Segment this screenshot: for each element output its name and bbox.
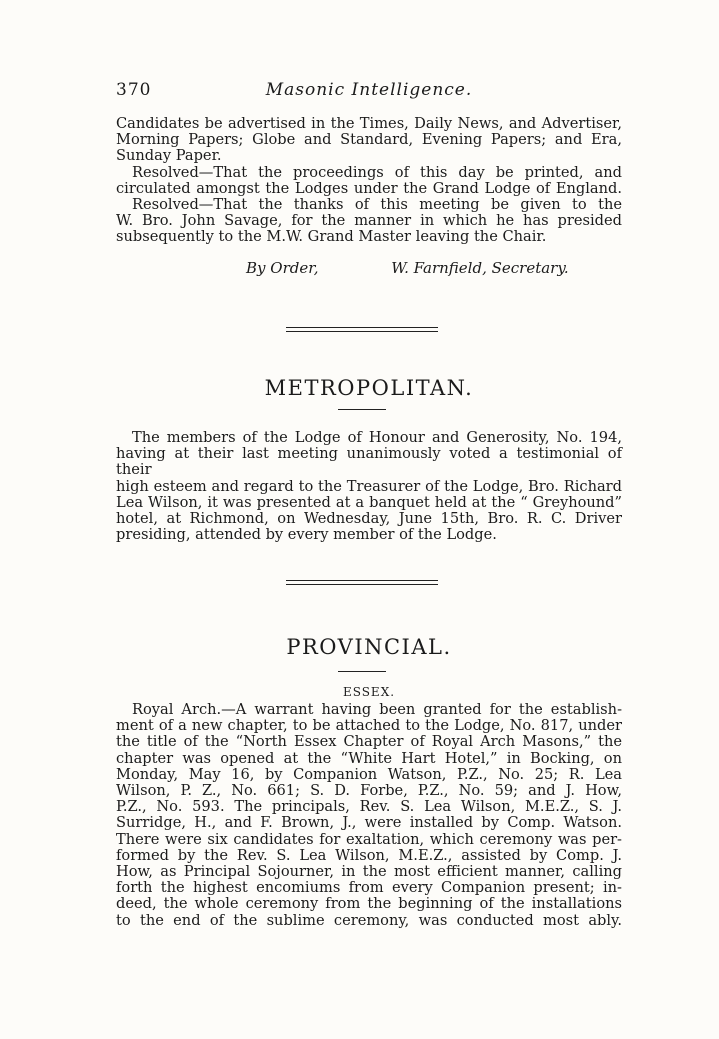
body-line: P.Z., No. 593. The principals, Rev. S. Lea Wilson, M.E.Z., S. J. xyxy=(116,798,622,816)
body-line: Lea Wilson, it was presented at a banquet held at the “ Greyhound” xyxy=(116,493,622,511)
provincial-heading: PROVINCIAL. xyxy=(286,635,452,659)
by-order-text: By Order, xyxy=(246,259,319,277)
body-line: Monday, May 16, by Companion Watson, P.Z., No. 25; R. Lea xyxy=(116,765,622,783)
running-title: Masonic Intelligence. xyxy=(265,80,473,100)
body-line: circulated amongst the Lodges under the Grand Lodge of England. xyxy=(116,179,622,197)
body-line: Candidates be advertised in the Times, Daily News, and Advertiser, xyxy=(116,115,622,132)
body-line: Royal Arch.—A warrant having been granted for the establish- xyxy=(132,701,622,718)
heading-rule xyxy=(338,671,386,672)
essex-subheading: ESSEX. xyxy=(342,685,396,699)
metropolitan-heading: METROPOLITAN. xyxy=(264,376,474,400)
heading-rule xyxy=(338,409,386,410)
body-line: The members of the Lodge of Honour and Generosity, No. 194, xyxy=(132,429,622,446)
body-line: Sunday Paper. xyxy=(116,147,222,165)
body-line: presiding, attended by every member of the Lodge. xyxy=(116,526,497,544)
body-line: formed by the Rev. S. Lea Wilson, M.E.Z., assisted by Comp. J. xyxy=(116,846,622,864)
double-rule-top xyxy=(286,327,438,328)
body-line: hotel, at Richmond, on Wednesday, June 15th, Bro. R. C. Driver xyxy=(116,510,622,528)
body-line: deed, the whole ceremony from the beginning of the installations xyxy=(116,895,622,913)
body-line: high esteem and regard to the Treasurer of the Lodge, Bro. Richard xyxy=(116,477,622,495)
body-line: Resolved—That the proceedings of this day be printed, and xyxy=(132,163,622,181)
provincial-paragraph xyxy=(116,702,622,929)
signature-line xyxy=(246,259,569,277)
opening-paragraph xyxy=(116,116,622,246)
body-line: chapter was opened at the “White Hart Hotel,” in Bocking, on xyxy=(116,749,622,767)
double-rule-bottom xyxy=(286,584,438,585)
page-header xyxy=(116,80,622,106)
body-line: to the end of the sublime ceremony, was conducted most ably. xyxy=(116,911,622,929)
body-line: Resolved—That the thanks of this meeting be given to the xyxy=(132,196,622,214)
page-number: 370 xyxy=(116,80,152,100)
body-line: There were six candidates for exaltation, which ceremony was per- xyxy=(116,830,622,848)
secretary-name: W. Farnfield, Secretary. xyxy=(391,259,569,277)
body-line: Surridge, H., and F. Brown, J., were installed by Comp. Watson. xyxy=(116,814,622,832)
body-line: the title of the “North Essex Chapter of Royal Arch Masons,” the xyxy=(116,733,622,751)
body-line: Morning Papers; Globe and Standard, Evening Papers; and Era, xyxy=(116,131,622,149)
body-line: ment of a new chapter, to be attached to the Lodge, No. 817, under xyxy=(116,717,622,735)
double-rule-bottom xyxy=(286,331,438,332)
body-line: W. Bro. John Savage, for the manner in which he has presided xyxy=(116,212,622,230)
body-line: subsequently to the M.W. Grand Master leaving the Chair. xyxy=(116,228,547,246)
double-rule-top xyxy=(286,580,438,581)
body-line: forth the highest encomiums from every Companion present; in- xyxy=(116,879,622,897)
body-line: How, as Principal Sojourner, in the most efficient manner, calling xyxy=(116,863,622,881)
body-line: having at their last meeting unanimously voted a testimonial of their xyxy=(116,445,622,479)
body-line: Wilson, P. Z., No. 661; S. D. Forbe, P.Z., No. 59; and J. How, xyxy=(116,782,622,800)
metropolitan-paragraph xyxy=(116,430,622,543)
